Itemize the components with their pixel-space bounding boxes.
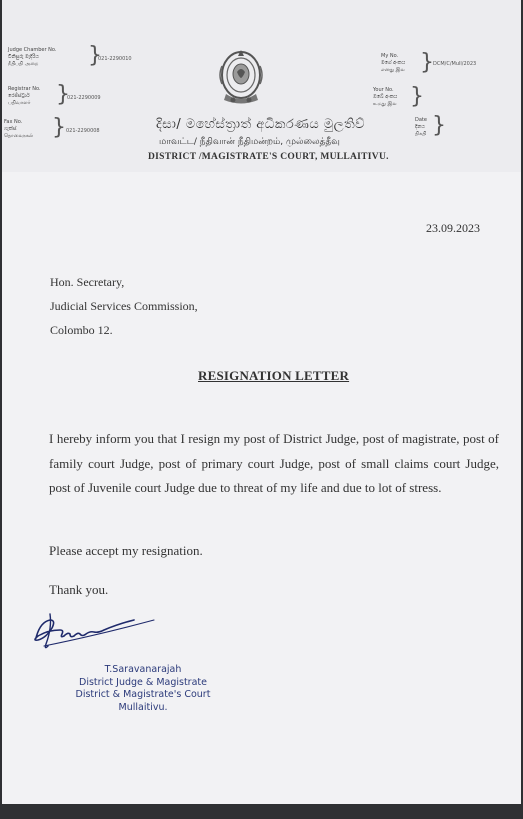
signatory-title: District Judge & Magistrate: [79, 676, 207, 688]
my-no-label-si: මගේ අංකය: [381, 60, 406, 66]
fax-phone: 021-2290008: [66, 128, 100, 134]
letterhead: [2, 0, 521, 172]
recipient-line-1: Hon. Secretary,: [50, 275, 125, 289]
brace-icon: }: [52, 115, 66, 140]
signatory-name: T.Saravanarajah: [104, 664, 182, 675]
date-label-ta: திகதி: [415, 131, 427, 137]
letter-date: 23.09.2023: [426, 221, 480, 235]
fax-label-si: ෆැක්ස්: [4, 126, 17, 132]
letter-subject: RESIGNATION LETTER: [198, 368, 350, 383]
signatory-place: Mullaitivu.: [118, 701, 168, 713]
registrar-label-ta: பதிவாளர்: [8, 100, 31, 106]
your-no-label: Your No.: [373, 87, 394, 93]
handwritten-signature: [30, 608, 160, 658]
my-no-value: DCM/C/Mull/2023: [433, 61, 477, 67]
judge-chamber-label-en: Judge Chamber No.: [8, 47, 57, 53]
fax-label-ta: தொலைநகல்: [4, 133, 34, 139]
fax-label-en: Fax No.: [4, 119, 23, 125]
letter-closing: Thank you.: [49, 582, 109, 597]
judge-chamber-label-si: විනිසුරු මැදිරිය: [8, 54, 39, 60]
sri-lanka-emblem-icon: [216, 48, 266, 106]
brace-icon: }: [410, 84, 424, 109]
brace-icon: }: [432, 113, 446, 138]
your-no-label-si: ඔබේ අංකය: [373, 94, 398, 100]
date-label-si: දිනය: [415, 124, 425, 130]
court-name-sinhala: දිසා/ මහේස්ත්‍රාත් අධිකරණය මුලතිව්: [156, 117, 366, 132]
court-name-tamil: மாவட்ட/ நீதிவான் நீதிமன்றம், முல்லைத்தீவு: [159, 137, 340, 147]
my-no-label: My No.: [381, 53, 399, 59]
date-label: Date: [415, 117, 427, 123]
letter-request: Please accept my resignation.: [49, 543, 203, 558]
judge-chamber-phone: 021-2290010: [98, 56, 132, 62]
registrar-phone: 021-2290009: [67, 95, 101, 101]
recipient-line-2: Judicial Services Commission,: [50, 299, 198, 313]
judge-chamber-label-ta: நீதிபதி அறை: [8, 61, 39, 67]
brace-icon: }: [56, 82, 70, 107]
brace-icon: }: [420, 50, 434, 75]
letter-page: [2, 0, 521, 804]
registrar-label-si: රෙජිස්ට්‍රාර්: [8, 93, 30, 99]
court-name-english: DISTRICT /MAGISTRATE'S COURT, MULLAITIVU.: [148, 152, 389, 162]
registrar-label-en: Registrar No.: [8, 86, 41, 92]
signature-block: [68, 664, 218, 714]
brace-icon: }: [88, 43, 102, 68]
letter-body: I hereby inform you that I resign my post of District Judge, post of magistrate, post of family court Judge, post of primary court Judge, post of small claims court Judge, post of Juvenile court Judge due to threat of my life and due to lot of stress.: [49, 431, 499, 495]
my-no-label-ta: எனது இல: [381, 67, 405, 73]
signatory-court: District & Magistrate's Court: [75, 689, 211, 700]
recipient-line-3: Colombo 12.: [50, 323, 113, 337]
your-no-label-ta: உமது இல: [373, 101, 397, 107]
